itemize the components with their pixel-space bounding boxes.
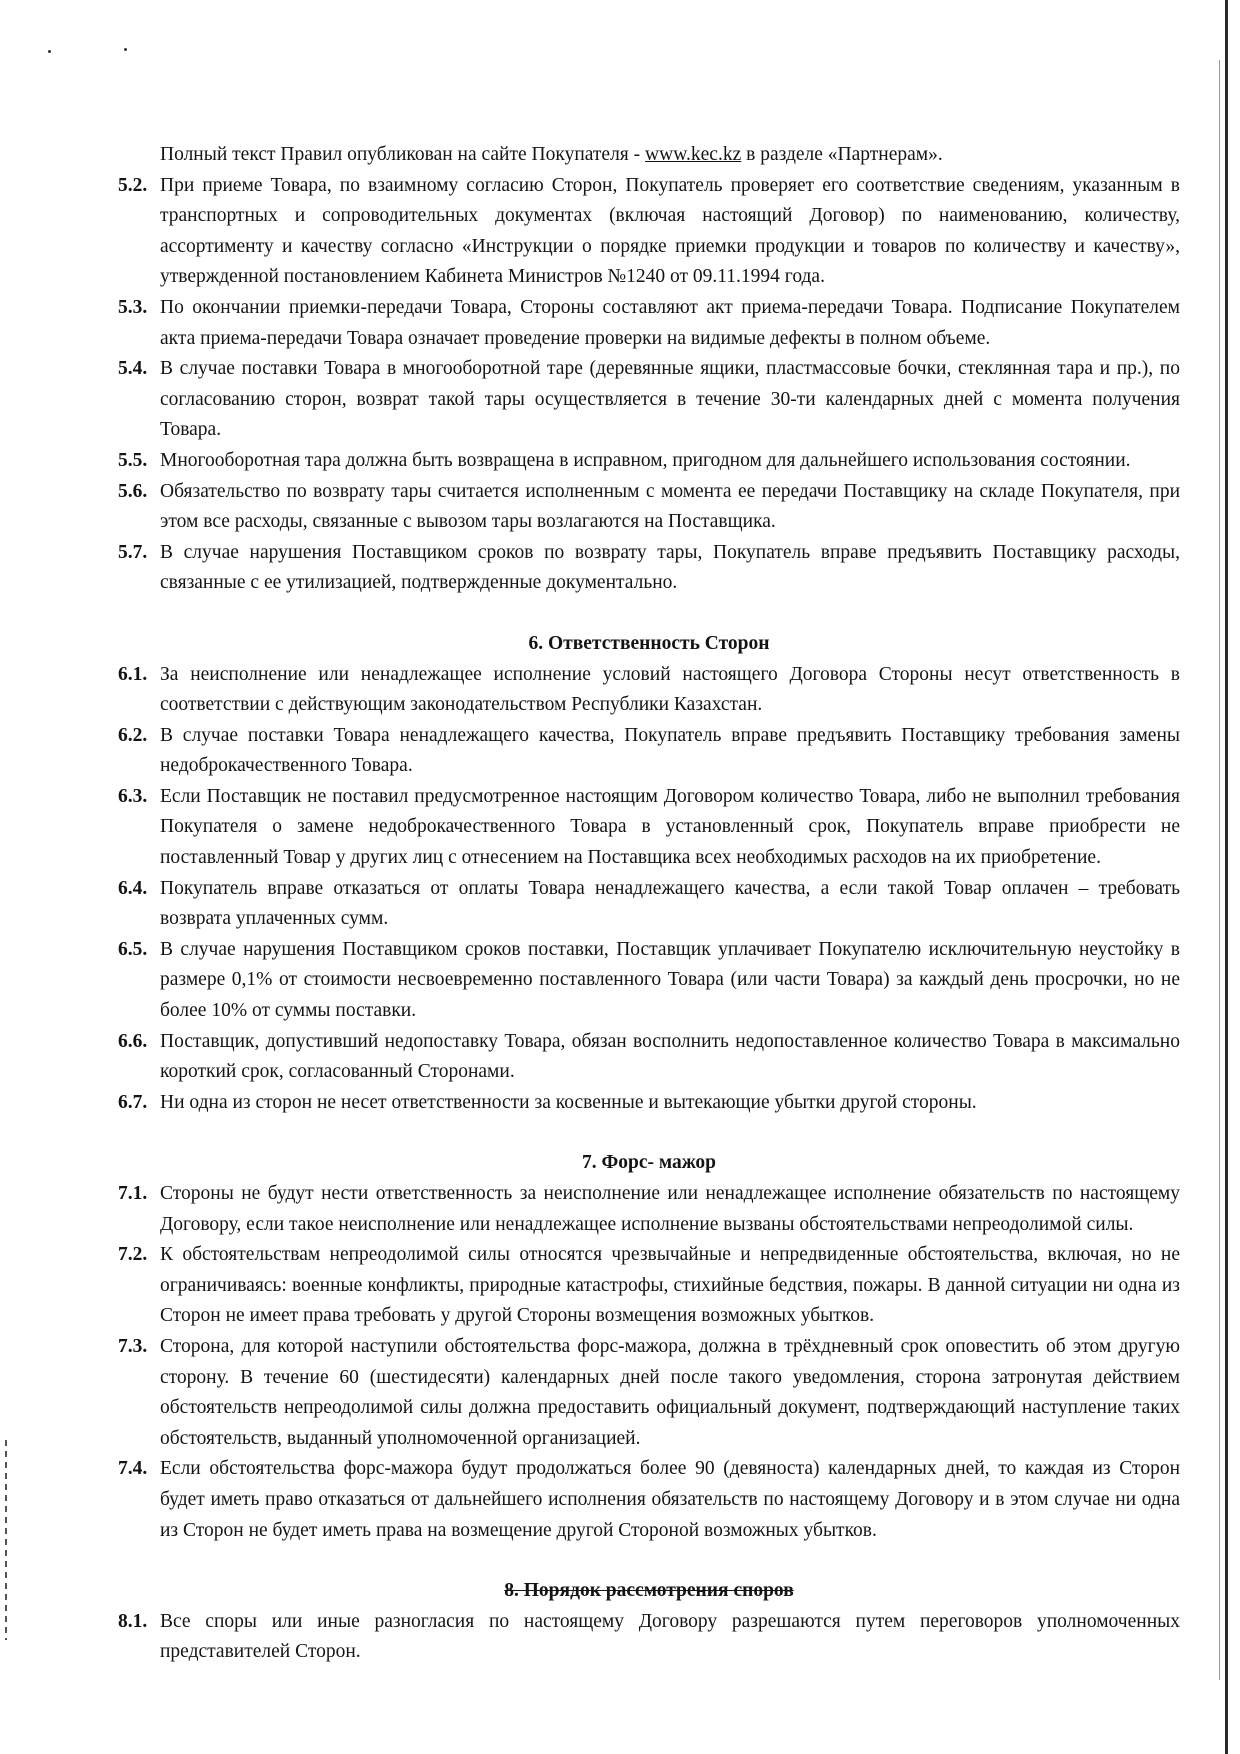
clause-number: 8.1. [118,1610,148,1632]
clause-number: 7.4. [118,1458,148,1480]
clause-text: Обязательство по возврату тары считается исполненным с момента ее передачи Поставщику на складе Покупателя, при этом все расходы, связанные с вывозом тары возлагаются на Поставщика. [160,480,1180,533]
clause-text: Покупатель вправе отказаться от оплаты Товара ненадлежащего качества, а если такой Товар оплачен – требовать возврата уплаченных сумм. [160,877,1180,930]
clause-number: 5.2. [118,174,148,196]
clause-number: 6.5. [118,938,148,960]
clause-text: В случае нарушения Поставщиком сроков поставки, Поставщик уплачивает Покупателю исключительную неустойку в размере 0,1% от стоимости несвоевременно поставленного Товара (или части Товара) за каждый день просрочки, но не более 10% от суммы поставки. [160,938,1180,1022]
clause [118,354,1180,446]
clause-number: 6.7. [118,1091,148,1113]
clause-text: К обстоятельствам непреодолимой силы относятся чрезвычайные и непредвиденные обстоятельства, включая, но не ограничиваясь: военные конфликты, природные катастрофы, стихийные бедствия, пожары. В данной ситуации ни одна из Сторон не имеет права требовать у другой Стороны возмещения возможных убытков. [160,1244,1180,1327]
clause [118,721,1180,782]
clause [118,1607,1180,1668]
clause-text: В случае поставки Товара ненадлежащего качества, Покупатель вправе предъявить Поставщику требования замены недоброкачественного Товара. [160,724,1180,777]
clause-text: При приеме Товара, по взаимному согласию Сторон, Покупатель проверяет его соответствие сведениям, указанным в транспортных и сопроводительных документах (включая настоящий Договор) по наименованию, количеству, ассортименту и качеству согласно «Инструкции о порядке приемки продукции и товаров по количеству и качеству», утвержденной постановлением Кабинета Министров №1240 от 09.11.1994 года. [160,174,1180,288]
clause-number: 5.5. [118,449,148,471]
clause-text: Сторона, для которой наступили обстоятельства форс-мажора, должна в трёхдневный срок оповестить об этом другую сторону. В течение 60 (шестидесяти) календарных дней после такого уведомления, сторона затронутая действием обстоятельств непреодолимой силы должна предоставить официальный документ, подтверждающий наступление таких обстоятельств, выданный уполномоченной организацией. [160,1335,1180,1449]
clause-text: Все споры или иные разногласия по настоящему Договору разрешаются путем переговоров уполномоченных представителей Сторон. [160,1610,1180,1663]
document-page [118,140,1180,1668]
section-6-items [118,660,1180,1119]
scan-edge-faint [1219,60,1220,1680]
clause-number: 5.7. [118,541,148,563]
clause [118,1332,1180,1454]
clause [118,1240,1180,1332]
clause [118,446,1180,477]
clause-number: 5.6. [118,480,148,502]
section-7-items [118,1179,1180,1546]
clause [118,1027,1180,1088]
clause-number: 6.3. [118,785,148,807]
clause-text: Многооборотная тара должна быть возвращена в исправном, пригодном для дальнейшего использования состоянии. [160,449,1131,471]
clause-text: В случае нарушения Поставщиком сроков по возврату тары, Покупатель вправе предъявить Поставщику расходы, связанные с ее утилизацией, подтвержденные документально. [160,541,1180,594]
section-5-items [118,171,1180,599]
clause-text: В случае поставки Товара в многооборотной таре (деревянные ящики, пластмассовые бочки, стеклянная тара и пр.), по согласованию сторон, возврат такой тары осуществляется в течение 30-ти календарных дней с момента получения Товара. [160,358,1180,441]
clause-number: 7.3. [118,1335,148,1357]
website-link[interactable]: www.kec.kz [645,144,742,165]
clause-number: 6.4. [118,877,148,899]
clause-text: Поставщик, допустивший недопоставку Товара, обязан восполнить недопоставленное количество Товара в максимально короткий срок, согласованный Сторонами. [160,1030,1180,1083]
clause-text: Ни одна из сторон не несет ответственности за косвенные и вытекающие убытки другой стороны. [160,1091,977,1113]
clause [118,1454,1180,1546]
clause [118,477,1180,538]
clause-number: 6.6. [118,1030,148,1052]
clause-number: 5.4. [118,358,148,380]
clause-text: Стороны не будут нести ответственность за неисполнение или ненадлежащее исполнение обязательств по настоящему Договору, если такое неисполнение или ненадлежащее исполнение вызваны обстоятельствами непреодолимой силы. [160,1183,1180,1235]
clause-text: Если обстоятельства форс-мажора будут продолжаться более 90 (девяноста) календарных дней, то каждая из Сторон будет иметь право отказаться от дальнейшего исполнения обязательств по настоящему Договору и в этом случае ни одна из Сторон не будет иметь права на возмещение другой Стороной возможных убытков. [160,1458,1180,1541]
clause-number: 6.2. [118,724,148,746]
clause [118,538,1180,599]
clause [118,935,1180,1027]
clause-number: 7.2. [118,1244,148,1266]
clause [118,293,1180,354]
scan-speck [48,50,51,53]
clause [118,874,1180,935]
clause [118,171,1180,293]
clause-number: 7.1. [118,1183,148,1204]
section-7-heading: 7. Форс- мажор [581,1152,716,1174]
section-6-heading: 6. Ответственность Сторон [528,632,770,654]
scan-edge [1225,0,1228,1754]
scan-margin-marks [5,1440,7,1640]
clause-text: По окончании приемки-передачи Товара, Стороны составляют акт приема-передачи Товара. Подписание Покупателем акта приема-передачи Товара означает проведение проверки на видимые дефекты в полном объеме. [160,296,1180,349]
clause-text: За неисполнение или ненадлежащее исполнение условий настоящего Договора Стороны несут ответственность в соответствии с действующим законодательством Республики Казахстан. [160,663,1180,716]
clause-number: 6.1. [118,663,148,685]
scan-speck [124,48,127,51]
intro-text: Полный текст Правил опубликован на сайте Покупателя - [160,144,646,165]
section-8-items [118,1607,1180,1668]
intro-text-end: в разделе «Партнерам». [741,144,943,165]
clause [118,782,1180,874]
clause-text: Если Поставщик не поставил предусмотренное настоящим Договором количество Товара, либо не выполнил требования Покупателя о замене недоброкачественного Товара в установленный срок, Покупатель вправе приобрести не поставленный Товар у других лиц с отнесением на Поставщика всех необходимых расходов на их приобретение. [160,785,1180,869]
clause [118,1179,1180,1240]
intro-paragraph [118,140,1180,171]
clause [118,660,1180,721]
clause [118,1088,1180,1119]
clause-number: 5.3. [118,296,148,318]
section-8-heading: 8. Порядок рассмотрения споров [504,1580,794,1602]
